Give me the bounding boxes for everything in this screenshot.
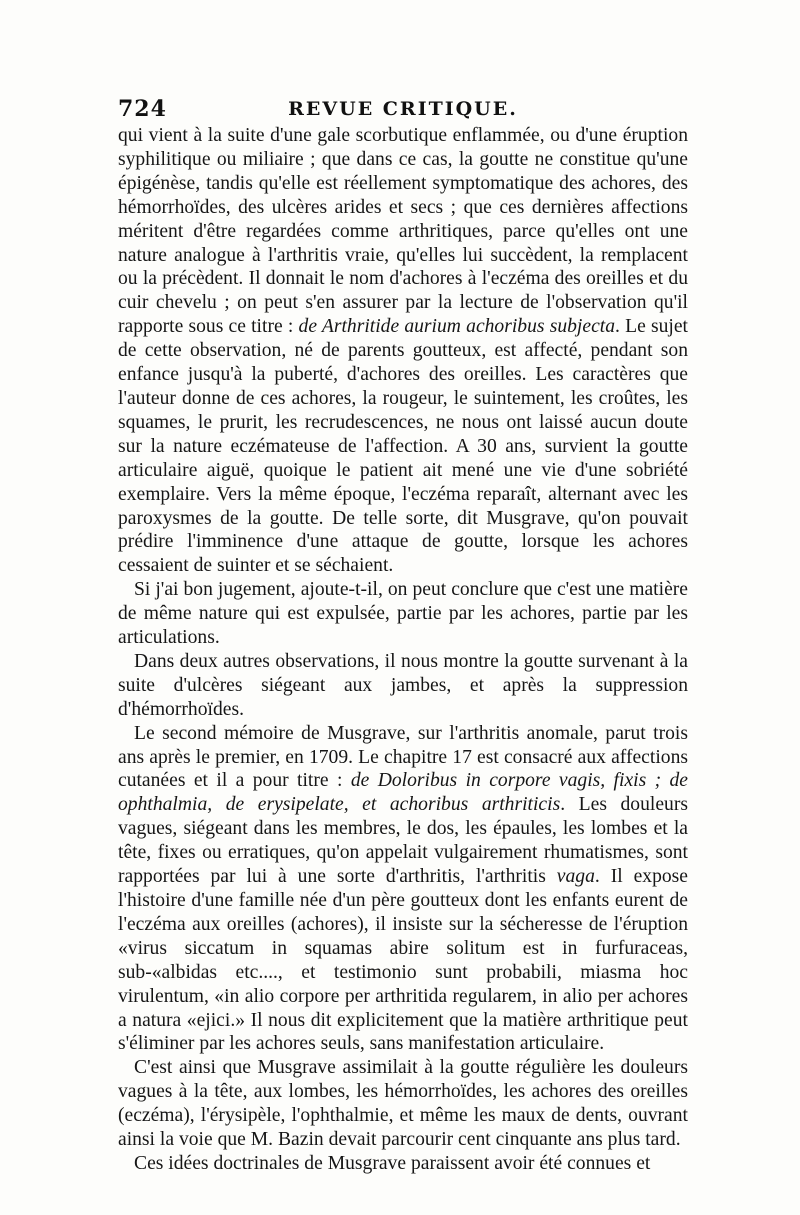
page-number: 724	[118, 96, 167, 122]
text-run: Ces idées doctrinales de Musgrave paraissent avoir été connues et	[134, 1152, 651, 1174]
paragraph	[118, 578, 688, 650]
paragraph	[118, 1056, 688, 1152]
paragraph	[118, 124, 688, 578]
text-run: Si j'ai bon jugement, ajoute-t-il, on peut conclure que c'est une matière de même nature qui est expulsée, partie par les achores, partie par les articulations.	[118, 579, 688, 649]
body-text	[118, 124, 688, 1176]
italic-phrase: vaga	[556, 866, 595, 888]
text-run: Dans deux autres observations, il nous montre la goutte survenant à la suite d'ulcères siégeant aux jambes, et après la suppression d'hémorrhoïdes.	[118, 650, 688, 720]
text-run: . Il expose l'histoire d'une famille née d'un père goutteux dont les enfants eurent de l'eczéma aux oreilles (achores), il insiste sur la sécheresse de l'éruption «virus siccatum in squamas abire solitum est in furfuraceas, sub-«albidas etc...., et testimonio sunt probabili, miasma hoc virulentum, «in alio corpore per arthritida regularem, in alio per achores a natura «ejici.» Il nous dit explicitement que la matière arthritique peut s'éliminer par les achores seuls, sans manifestation articulaire.	[118, 866, 688, 1055]
running-title: REVUE CRITIQUE.	[288, 98, 518, 120]
italic-phrase: de Doloribus in corpore vagis, fixis ; de ophthalmia, de erysipelate, et achoribus arthriticis	[118, 770, 689, 816]
paragraph	[118, 722, 688, 1057]
text-run: qui vient à la suite d'une gale scorbutique enflammée, ou d'une éruption syphilitique ou miliaire ; que dans ce cas, la goutte ne constitue qu'une épigénèse, tandis qu'elle est réellement symptomatique des achores, des hémorrhoïdes, des ulcères arides et secs ; que ces dernières affections méritent d'être regardées comme arthritiques, parce qu'elles ont une nature analogue à l'arthritis vraie, qu'elles lui succèdent, la remplacent ou la précèdent. Il donnait le nom d'achores à l'eczéma des oreilles et du cuir chevelu ; on peut s'en assurer par la lecture de l'observation qu'il rapporte sous ce titre :	[118, 125, 688, 338]
paragraph	[118, 650, 688, 722]
text-run: . Les douleurs vagues, siégeant dans les membres, le dos, les épaules, les lombes et la tête, fixes ou erratiques, qu'on appelait vulgairement rhumatismes, sont rapportées par lui à une sorte d'arthritis, l'arthritis	[118, 794, 688, 888]
italic-phrase: de Arthritide aurium achoribus subjecta	[298, 316, 616, 338]
paragraph	[118, 1152, 688, 1176]
text-run: . Le sujet de cette observation, né de parents goutteux, est affecté, pendant son enfance jusqu'à la puberté, d'achores des oreilles. Les caractères que l'auteur donne de ces achores, la rougeur, le suintement, les croûtes, les squames, le prurit, les recrudescences, ne nous ont laissé aucun doute sur la nature eczémateuse de l'affection. A 30 ans, survient la goutte articulaire aiguë, quoique le patient ait mené une vie d'une sobriété exemplaire. Vers la même époque, l'eczéma reparaît, alternant avec les paroxysmes de la goutte. De telle sorte, dit Musgrave, qu'on pouvait prédire l'imminence d'une attaque de goutte, lorsque les achores cessaient de suinter et se séchaient.	[118, 316, 688, 577]
text-run: C'est ainsi que Musgrave assimilait à la goutte régulière les douleurs vagues à la tête, aux lombes, les hémorrhoïdes, les achores des oreilles (eczéma), l'érysipèle, l'ophthalmie, et même les maux de dents, ouvrant ainsi la voie que M. Bazin devait parcourir cent cinquante ans plus tard.	[118, 1057, 688, 1151]
running-head	[118, 96, 688, 126]
text-run: Le second mémoire de Musgrave, sur l'arthritis anomale, parut trois ans après le premier, en 1709. Le chapitre 17 est consacré aux affections cutanées et il a pour titre :	[118, 722, 688, 792]
